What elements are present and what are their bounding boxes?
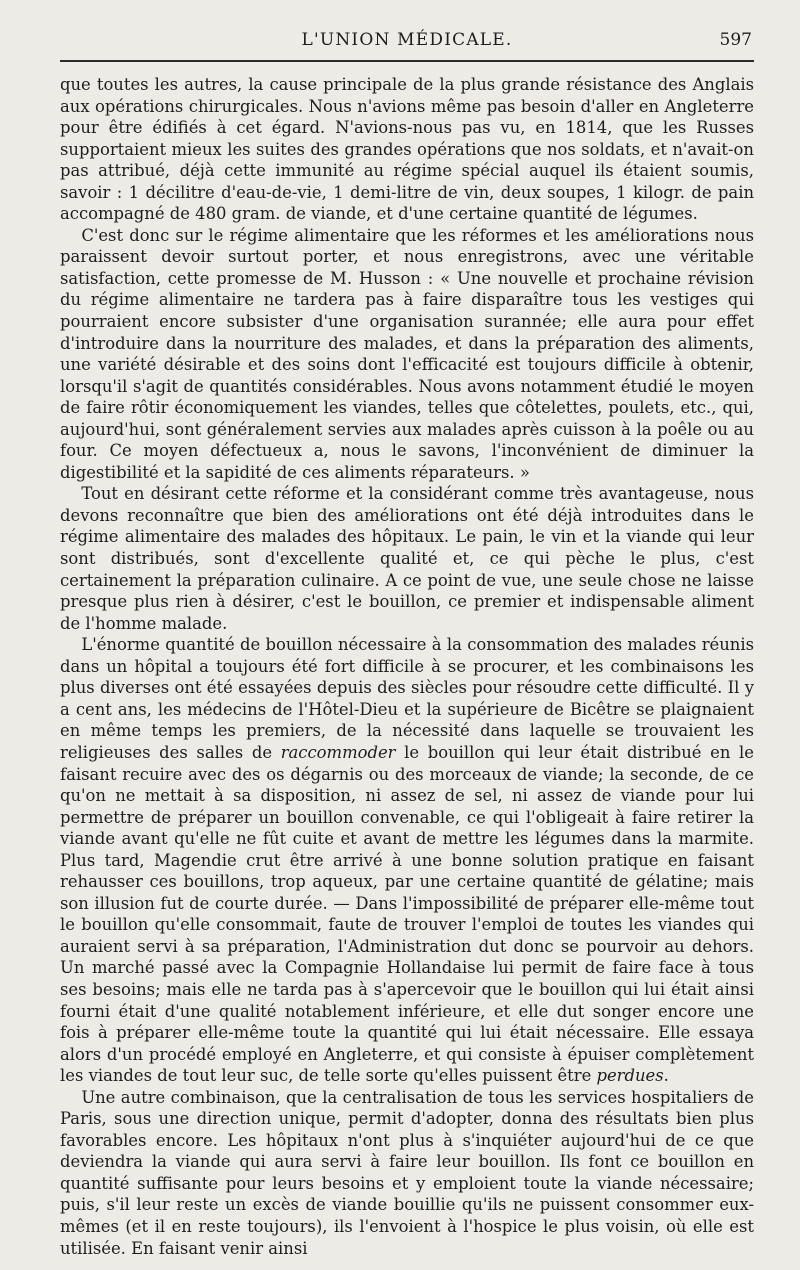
emphasis-raccommoder: raccommoder [280,742,396,762]
emphasis-perdues: perdues [596,1066,664,1086]
paragraph-2: C'est donc sur le régime alimentaire que les réformes et les améliorations nous paraissent devoir surtout porter, et nous enregistrons, avec une véritable satisfaction, cette promesse de M. Husson : « Une nouvelle et prochaine révision du régime alimentaire ne tardera pas à faire disparaître tous les vestiges qui pourraient encore subsister d'une organisation surannée; elle aura pour effet d'introduire dans la nourriture des malades, et dans la préparation des aliments, une variété désirable et des soins dont l'efficacité est toujours difficile à obtenir, lorsqu'il s'agit de quantités considérables. Nous avons notamment étudié le moyen de faire rôtir économiquement les viandes, telles que côtelettes, poulets, etc., qui, aujourd'hui, sont généralement servies aux malades après cuisson à la poêle ou au four. Ce moyen défectueux a, nous le savons, l'inconvénient de diminuer la digestibilité et la sapidité de ces aliments réparateurs. » [60,225,754,482]
header-rule [60,60,754,62]
paragraph-4-part-2: le bouillon qui leur était distribué en le faisant recuire avec des os dégarnis ou des morceaux de viande; la seconde, de ce qu'on ne mettait à sa disposition, ni assez de sel, ni assez de viande pour lui permettre de préparer un bouillon convenable, ce qui l'obligeait à faire retirer la viande avant qu'elle ne fût cuite et avant de mettre les légumes dans la marmite. Plus tard, Magendie crut être arrivé à une bonne solution pratique en faisant rehausser ces bouillons, trop aqueux, par une certaine quantité de gélatine; mais son illusion fut de courte durée. — Dans l'impossibilité de préparer elle-même tout le bouillon qu'elle consommait, faute de trouver l'emploi de toutes les viandes qui auraient servi à sa préparation, l'Administration dut donc se pourvoir au dehors. Un marché passé avec la Compagnie Hollandaise lui permit de faire face à tous ses besoins; mais elle ne tarda pas à s'apercevoir que le bouillon qui lui était ainsi fourni était d'une qualité notablement inférieure, et elle dut songer encore une fois à préparer elle-même toute la quantité qui lui était nécessaire. Elle essaya alors d'un procédé employé en Angleterre, et qui consiste à épuiser complètement les viandes de tout leur suc, de telle sorte qu'elles puissent être [60,742,754,1086]
paragraph-4 [60,634,754,1086]
paragraph-1: que toutes les autres, la cause principale de la plus grande résistance des Anglais aux opérations chirurgicales. Nous n'avions même pas besoin d'aller en Angleterre pour être édifiés à cet égard. N'avions-nous pas vu, en 1814, que les Russes supportaient mieux les suites des grandes opérations que nos soldats, et n'avait-on pas attribué, déjà cette immunité au régime spécial auquel ils étaient soumis, savoir : 1 décilitre d'eau-de-vie, 1 demi-litre de vin, deux soupes, 1 kilogr. de pain accompagné de 480 gram. de viande, et d'une certaine quantité de légumes. [60,75,754,224]
running-head [60,26,754,56]
paragraph-5: Une autre combinaison, que la centralisation de tous les services hospitaliers de Paris, sous une direction unique, permit d'adopter, donna des résultats bien plus favorables encore. Les hôpitaux n'ont plus à s'inquiéter aujourd'hui de ce que deviendra la viande qui aura servi à faire leur bouillon. Ils font ce bouillon en quantité suffisante pour leurs besoins et y emploient toute la viande nécessaire; puis, s'il leur reste un excès de viande bouillie qu'ils ne puissent consommer eux-mêmes (et il en reste toujours), ils l'envoient à l'hospice le plus voisin, où elle est utilisée. En faisant venir ainsi [60,1087,754,1258]
page-title: L'UNION MÉDICALE. [301,30,513,50]
page-number: 597 [719,30,752,50]
paragraph-3: Tout en désirant cette réforme et la considérant comme très avantageuse, nous devons reconnaître que bien des améliorations ont été déjà introduites dans le régime alimentaire des malades des hôpitaux. Le pain, le vin et la viande qui leur sont distribués, sont d'excellente qualité et, ce qui pèche le plus, c'est certainement la préparation culinaire. A ce point de vue, une seule chose ne laisse presque plus rien à désirer, c'est le bouillon, ce premier et indispensable aliment de l'homme malade. [60,484,754,633]
paragraph-4-part-1: L'énorme quantité de bouillon nécessaire à la consommation des malades réunis dans un hôpital a toujours été fort difficile à se procurer, et les combinaisons les plus diverses ont été essayées depuis des siècles pour résoudre cette difficulté. Il y a cent ans, les médecins de l'Hôtel-Dieu et la supérieure de Bicêtre se plaignaient en même temps les premiers, de la nécessité dans laquelle se trouvaient les religieuses des salles de [60,635,754,762]
article-body [60,74,754,1259]
paragraph-4-part-3: . [663,1066,669,1086]
